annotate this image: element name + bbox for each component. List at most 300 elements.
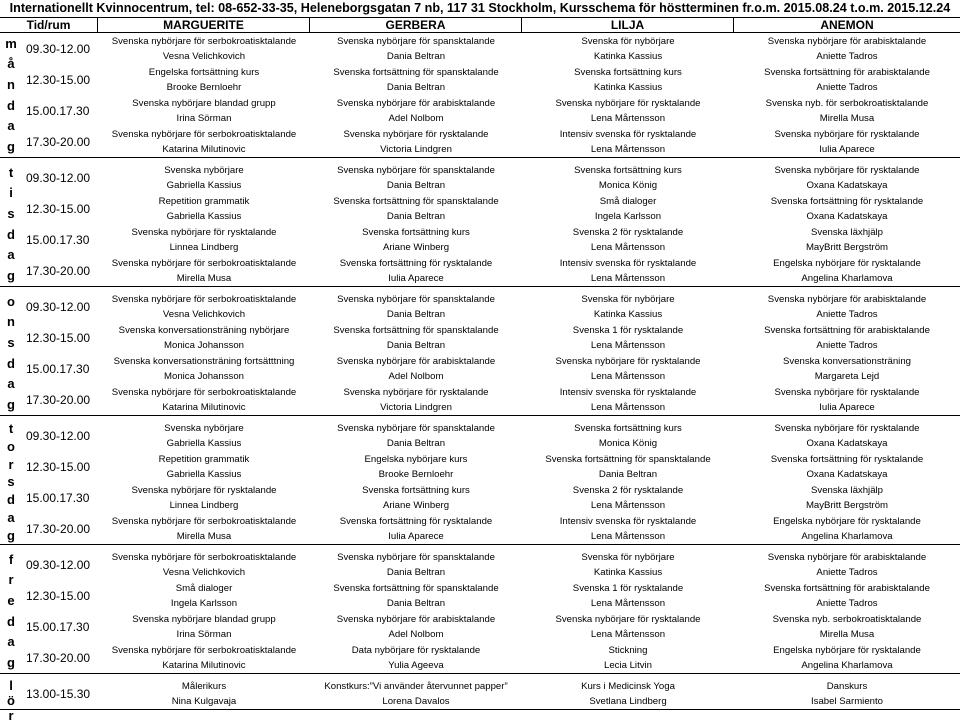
course-cell	[310, 33, 522, 64]
teacher-name: Dania Beltran	[386, 179, 446, 191]
course-cell	[98, 322, 310, 353]
time-slot: 17.30-20.00	[26, 650, 91, 665]
course-cell	[98, 353, 310, 384]
course-title: Svenska nyb. serbokroatisktalande	[772, 613, 922, 625]
day-letter: t	[8, 164, 14, 180]
day-letter: g	[7, 268, 15, 284]
day-letter: g	[7, 655, 15, 671]
day-label	[0, 291, 22, 415]
table-row	[0, 322, 960, 353]
course-cell	[522, 549, 734, 580]
teacher-name: Aniette Tadros	[816, 308, 878, 320]
course-cell	[734, 580, 960, 611]
course-title: Svenska nybörjare för rysktalande	[131, 484, 277, 496]
course-title: Svenska nybörjare för rysktalande	[774, 386, 920, 398]
day-letter: n	[7, 314, 15, 330]
course-title: Engelska nybörjare för rysktalande	[773, 644, 921, 656]
course-title: Svenska nybörjare för rysktalande	[774, 164, 920, 176]
course-title: Svenska fortsättning för spansktalande	[333, 66, 499, 78]
time-slot: 13.00-15.30	[26, 686, 91, 701]
table-row	[0, 642, 960, 673]
time-slot: 09.30-12.00	[26, 41, 91, 56]
teacher-name: Irina Sörman	[176, 112, 232, 124]
teacher-name: Dania Beltran	[386, 210, 446, 222]
course-cell	[734, 95, 960, 126]
day-letter: a	[7, 118, 15, 134]
course-cell	[734, 549, 960, 580]
teacher-name: Mirella Musa	[819, 112, 875, 124]
teacher-name: Angelina Kharlamova	[801, 272, 893, 284]
course-cell	[98, 95, 310, 126]
teacher-name: Vesna Velichkovich	[162, 566, 246, 578]
course-title: Svenska fortsättning för arabisktalande	[764, 324, 930, 336]
course-cell	[310, 451, 522, 482]
table-row	[0, 482, 960, 513]
table-row	[0, 513, 960, 544]
header-anemon: ANEMON	[820, 18, 874, 32]
course-cell	[98, 162, 310, 193]
course-title: Svenska fortsättning för rysktalande	[339, 257, 493, 269]
course-cell	[98, 255, 310, 286]
table-row	[0, 255, 960, 286]
teacher-name: Oxana Kadatskaya	[806, 179, 888, 191]
course-title: Svenska för nybörjare	[581, 551, 675, 563]
course-cell	[98, 126, 310, 157]
time-slot: 12.30-15.00	[26, 588, 91, 603]
teacher-name: Dania Beltran	[386, 81, 446, 93]
teacher-name: Lena Mårtensson	[590, 499, 666, 511]
course-cell	[522, 255, 734, 286]
course-cell	[734, 642, 960, 673]
teacher-name: Linnea Lindberg	[169, 241, 239, 253]
table-row	[0, 353, 960, 384]
course-title: Svenska för nybörjare	[581, 35, 675, 47]
day-letter: d	[7, 355, 15, 371]
teacher-name: Oxana Kadatskaya	[806, 437, 888, 449]
day-letter: r	[8, 708, 14, 723]
course-cell	[522, 95, 734, 126]
teacher-name: Lena Mårtensson	[590, 112, 666, 124]
day-letter: a	[7, 247, 15, 263]
day-letter: o	[7, 439, 15, 455]
course-title: Svenska nybörjare för arabisktalande	[336, 97, 496, 109]
day-letter: s	[7, 474, 15, 490]
course-cell	[734, 513, 960, 544]
course-cell	[98, 642, 310, 673]
teacher-name: Vesna Velichkovich	[162, 50, 246, 62]
time-slot: 09.30-12.00	[26, 299, 91, 314]
day-label	[0, 549, 22, 673]
course-cell	[310, 513, 522, 544]
teacher-name: Brooke Bernloehr	[166, 81, 242, 93]
course-title: Intensiv svenska för rysktalande	[559, 128, 697, 140]
course-title: Intensiv svenska för rysktalande	[559, 386, 697, 398]
course-cell	[98, 451, 310, 482]
course-title: Intensiv svenska för rysktalande	[559, 257, 697, 269]
teacher-name: Katinka Kassius	[593, 566, 663, 578]
teacher-name: Iulia Aparece	[819, 401, 875, 413]
teacher-name: Adel Nolbom	[388, 112, 444, 124]
course-title: Kurs i Medicinsk Yoga	[581, 680, 675, 692]
course-cell	[98, 64, 310, 95]
day-letter: t	[8, 421, 14, 437]
course-title: Svenska nybörjare för serbokroatisktalande	[111, 35, 297, 47]
time-slot: 12.30-15.00	[26, 330, 91, 345]
course-cell	[734, 162, 960, 193]
course-cell	[310, 353, 522, 384]
course-cell	[522, 420, 734, 451]
course-cell	[310, 193, 522, 224]
time-slot: 17.30-20.00	[26, 521, 91, 536]
time-slot: 09.30-12.00	[26, 170, 91, 185]
teacher-name: Katarina Milutinovic	[162, 659, 246, 671]
course-title: Svenska fortsättning kurs	[574, 422, 682, 434]
course-cell	[734, 482, 960, 513]
course-title: Svenska fortsättning för spansktalande	[545, 453, 711, 465]
teacher-name: Iulia Aparece	[388, 272, 444, 284]
header-time-room: Tid/rum	[0, 18, 98, 32]
day-section	[0, 162, 960, 287]
course-title: Små dialoger	[599, 195, 657, 207]
day-letter: s	[7, 335, 15, 351]
teacher-name: Katinka Kassius	[593, 81, 663, 93]
course-title: Svenska nybörjare för serbokroatisktalande	[111, 257, 297, 269]
teacher-name: Mirella Musa	[819, 628, 875, 640]
course-cell	[522, 322, 734, 353]
table-row	[0, 384, 960, 415]
course-title: Svenska nybörjare blandad grupp	[132, 97, 276, 109]
teacher-name: Aniette Tadros	[816, 50, 878, 62]
course-cell	[310, 95, 522, 126]
day-section	[0, 549, 960, 674]
day-letter: ö	[7, 693, 15, 708]
table-row	[0, 451, 960, 482]
course-title: Målerikurs	[181, 680, 227, 692]
course-cell	[522, 678, 734, 709]
teacher-name: Monica König	[598, 179, 658, 191]
course-title: Svenska fortsättning för spansktalande	[333, 582, 499, 594]
course-title: Svenska 2 för rysktalande	[572, 226, 684, 238]
teacher-name: Lecia Litvin	[604, 659, 652, 671]
table-row	[0, 580, 960, 611]
course-cell	[522, 64, 734, 95]
time-slot: 17.30-20.00	[26, 392, 91, 407]
course-cell	[98, 513, 310, 544]
teacher-name: Lena Mårtensson	[590, 401, 666, 413]
course-cell	[98, 420, 310, 451]
course-title: Svenska nybörjare för serbokroatisktalande	[111, 293, 297, 305]
time-slot: 17.30-20.00	[26, 263, 91, 278]
course-cell	[98, 384, 310, 415]
course-title: Svenska nybörjare för spansktalande	[337, 422, 495, 434]
course-title: Svenska nybörjare för spansktalande	[337, 293, 495, 305]
course-title: Svenska läxhjälp	[811, 484, 883, 496]
table-row	[0, 126, 960, 157]
course-cell	[98, 33, 310, 64]
course-title: Svenska nyb. för serbokroatisktalande	[765, 97, 929, 109]
course-cell	[734, 384, 960, 415]
table-row	[0, 611, 960, 642]
course-cell	[310, 549, 522, 580]
course-cell	[522, 353, 734, 384]
course-cell	[734, 611, 960, 642]
course-title: Konstkurs:”Vi använder återvunnet papper”	[324, 680, 508, 692]
table-row	[0, 95, 960, 126]
table-row	[0, 420, 960, 451]
course-cell	[734, 322, 960, 353]
course-cell	[522, 126, 734, 157]
course-title: Små dialoger	[175, 582, 233, 594]
course-title: Engelska nybörjare för rysktalande	[773, 515, 921, 527]
teacher-name: Aniette Tadros	[816, 597, 878, 609]
teacher-name: Isabel Sarmiento	[811, 695, 883, 707]
course-title: Svenska nybörjare för rysktalande	[131, 226, 277, 238]
time-slot: 15.00.17.30	[26, 619, 90, 634]
day-letter: a	[7, 509, 15, 525]
course-title: Engelska nybörjare för rysktalande	[773, 257, 921, 269]
teacher-name: Gabriella Kassius	[166, 179, 242, 191]
teacher-name: MayBritt Bergström	[805, 499, 889, 511]
teacher-name: Oxana Kadatskaya	[806, 210, 888, 222]
course-title: Svenska konversationsträning	[783, 355, 911, 367]
day-letter: d	[7, 97, 15, 113]
day-section	[0, 291, 960, 416]
teacher-name: Aniette Tadros	[816, 81, 878, 93]
course-title: Repetition grammatik	[158, 195, 250, 207]
course-title: Stickning	[608, 644, 648, 656]
course-title: Svenska fortsättning för rysktalande	[339, 515, 493, 527]
teacher-name: Mirella Musa	[176, 530, 232, 542]
day-section	[0, 678, 960, 723]
teacher-name: Vesna Velichkovich	[162, 308, 246, 320]
day-letter: g	[7, 139, 15, 155]
course-title: Svenska läxhjälp	[811, 226, 883, 238]
course-cell	[310, 611, 522, 642]
course-cell	[522, 162, 734, 193]
course-title: Danskurs	[826, 680, 868, 692]
teacher-name: Monica König	[598, 437, 658, 449]
course-cell	[310, 162, 522, 193]
course-title: Svenska nybörjare för rysktalande	[774, 422, 920, 434]
teacher-name: Lena Mårtensson	[590, 241, 666, 253]
course-title: Svenska nybörjare för arabisktalande	[336, 613, 496, 625]
course-cell	[734, 420, 960, 451]
course-cell	[734, 678, 960, 709]
course-title: Svenska fortsättning kurs	[362, 484, 470, 496]
course-title: Data nybörjare för rysktalande	[351, 644, 481, 656]
teacher-name: Adel Nolbom	[388, 370, 444, 382]
course-title: Svenska fortsättning för arabisktalande	[764, 66, 930, 78]
teacher-name: Monica Johansson	[164, 370, 244, 382]
course-title: Svenska nybörjare för serbokroatisktalande	[111, 128, 297, 140]
course-title: Svenska nybörjare för serbokroatisktalande	[111, 551, 297, 563]
day-letter: m	[5, 35, 17, 51]
course-title: Engelska nybörjare kurs	[364, 453, 468, 465]
time-slot: 15.00.17.30	[26, 232, 90, 247]
teacher-name: Dania Beltran	[386, 437, 446, 449]
course-cell	[98, 580, 310, 611]
course-title: Svenska fortsättning kurs	[574, 164, 682, 176]
day-letter: r	[8, 456, 14, 472]
teacher-name: Gabriella Kassius	[166, 468, 242, 480]
course-cell	[98, 549, 310, 580]
teacher-name: Katarina Milutinovic	[162, 401, 246, 413]
teacher-name: Aniette Tadros	[816, 566, 878, 578]
day-letter: i	[9, 185, 13, 201]
course-cell	[310, 224, 522, 255]
course-title: Svenska nybörjare för serbokroatisktalande	[111, 386, 297, 398]
course-title: Svenska fortsättning kurs	[362, 226, 470, 238]
teacher-name: Lena Mårtensson	[590, 143, 666, 155]
day-letter: å	[7, 56, 15, 72]
course-cell	[734, 255, 960, 286]
course-title: Svenska fortsättning för rysktalande	[770, 195, 924, 207]
course-title: Svenska fortsättning för spansktalande	[333, 324, 499, 336]
table-row	[0, 678, 960, 709]
day-letter: d	[7, 613, 15, 629]
course-title: Svenska konversationsträning fortsätttning	[113, 355, 295, 367]
course-cell	[734, 451, 960, 482]
course-cell	[522, 451, 734, 482]
course-title: Svenska nybörjare för rysktalande	[343, 128, 489, 140]
course-cell	[98, 291, 310, 322]
page-title: Internationellt Kvinnocentrum, tel: 08-652-33-35, Heleneborgsgatan 7 nb, 117 31 Stockholm, Kursschema för höstterminen fr.o.m. 2015.08.24 t.o.m. 2015.12.24	[9, 1, 951, 15]
header-gerbera: GERBERA	[310, 18, 522, 32]
course-title: Svenska nybörjare för arabisktalande	[767, 293, 927, 305]
teacher-name: Gabriella Kassius	[166, 437, 242, 449]
time-slot: 09.30-12.00	[26, 557, 91, 572]
course-title: Svenska nybörjare för arabisktalande	[767, 35, 927, 47]
course-title: Svenska nybörjare för serbokroatisktalande	[111, 515, 297, 527]
header-lilja: LILJA	[522, 18, 734, 32]
teacher-name: Lena Mårtensson	[590, 272, 666, 284]
course-cell	[522, 384, 734, 415]
course-title: Svenska nybörjare för rysktalande	[774, 128, 920, 140]
teacher-name: Katarina Milutinovic	[162, 143, 246, 155]
teacher-name: Dania Beltran	[386, 566, 446, 578]
day-label	[0, 162, 22, 286]
course-cell	[98, 193, 310, 224]
course-cell	[522, 642, 734, 673]
day-letter: n	[7, 77, 15, 93]
teacher-name: Nina Kulgavaja	[171, 695, 237, 707]
table-row	[0, 291, 960, 322]
teacher-name: Angelina Kharlamova	[801, 659, 893, 671]
course-title: Svenska fortsättning för rysktalande	[770, 453, 924, 465]
course-cell	[522, 193, 734, 224]
teacher-name: Mirella Musa	[176, 272, 232, 284]
course-cell	[310, 255, 522, 286]
teacher-name: Lena Mårtensson	[590, 530, 666, 542]
course-cell	[734, 291, 960, 322]
day-letter: a	[7, 634, 15, 650]
time-slot: 12.30-15.00	[26, 72, 91, 87]
time-slot: 17.30-20.00	[26, 134, 91, 149]
course-cell	[310, 384, 522, 415]
course-title: Engelska fortsättning kurs	[148, 66, 260, 78]
course-title: Svenska 2 för rysktalande	[572, 484, 684, 496]
teacher-name: Iulia Aparece	[819, 143, 875, 155]
course-cell	[310, 322, 522, 353]
course-title: Svenska nybörjare för serbokroatisktalande	[111, 644, 297, 656]
teacher-name: Linnea Lindberg	[169, 499, 239, 511]
course-cell	[310, 678, 522, 709]
course-cell	[310, 580, 522, 611]
table-row	[0, 224, 960, 255]
teacher-name: Lena Mårtensson	[590, 339, 666, 351]
schedule-body	[0, 33, 960, 723]
day-letter: g	[7, 397, 15, 413]
teacher-name: Victoria Lindgren	[380, 401, 452, 413]
teacher-name: Katinka Kassius	[593, 50, 663, 62]
course-title: Repetition grammatik	[158, 453, 250, 465]
course-title: Svenska nybörjare för rysktalande	[343, 386, 489, 398]
course-cell	[522, 611, 734, 642]
course-title: Svenska nybörjare för rysktalande	[555, 355, 701, 367]
course-title: Svenska för nybörjare	[581, 293, 675, 305]
course-cell	[98, 224, 310, 255]
time-slot: 12.30-15.00	[26, 459, 91, 474]
day-letter: f	[8, 551, 14, 567]
teacher-name: Ingela Karlsson	[170, 597, 238, 609]
day-letter: e	[7, 593, 15, 609]
teacher-name: Irina Sörman	[176, 628, 232, 640]
course-cell	[734, 193, 960, 224]
course-title: Svenska nybörjare för rysktalande	[555, 97, 701, 109]
course-title: Svenska fortsättning för spansktalande	[333, 195, 499, 207]
course-cell	[98, 611, 310, 642]
course-cell	[522, 513, 734, 544]
teacher-name: Ariane Winberg	[382, 241, 450, 253]
course-cell	[734, 64, 960, 95]
course-cell	[310, 642, 522, 673]
course-title: Svenska 1 för rysktalande	[572, 582, 684, 594]
day-letter: g	[7, 527, 15, 543]
course-title: Svenska fortsättning för arabisktalande	[764, 582, 930, 594]
course-title: Svenska konversationsträning nybörjare	[118, 324, 290, 336]
teacher-name: Oxana Kadatskaya	[806, 468, 888, 480]
course-cell	[98, 678, 310, 709]
time-slot: 09.30-12.00	[26, 428, 91, 443]
teacher-name: Lorena Davalos	[382, 695, 450, 707]
teacher-name: Dania Beltran	[598, 468, 658, 480]
teacher-name: Yulia Ageeva	[388, 659, 444, 671]
day-label	[0, 420, 22, 544]
teacher-name: Iulia Aparece	[388, 530, 444, 542]
teacher-name: Ingela Karlsson	[594, 210, 662, 222]
course-title: Svenska nybörjare blandad grupp	[132, 613, 276, 625]
day-letter: a	[7, 376, 15, 392]
teacher-name: Dania Beltran	[386, 597, 446, 609]
course-cell	[310, 482, 522, 513]
teacher-name: Lena Mårtensson	[590, 597, 666, 609]
day-section	[0, 420, 960, 545]
table-row	[0, 162, 960, 193]
day-letter: s	[7, 206, 15, 222]
course-title: Svenska nybörjare för spansktalande	[337, 164, 495, 176]
course-title: Svenska nybörjare för spansktalande	[337, 35, 495, 47]
course-title: Svenska nybörjare	[164, 164, 244, 176]
teacher-name: Dania Beltran	[386, 50, 446, 62]
teacher-name: Dania Beltran	[386, 339, 446, 351]
teacher-name: Gabriella Kassius	[166, 210, 242, 222]
course-cell	[310, 64, 522, 95]
teacher-name: Adel Nolbom	[388, 628, 444, 640]
course-cell	[734, 353, 960, 384]
table-row	[0, 549, 960, 580]
teacher-name: Aniette Tadros	[816, 339, 878, 351]
course-cell	[734, 33, 960, 64]
